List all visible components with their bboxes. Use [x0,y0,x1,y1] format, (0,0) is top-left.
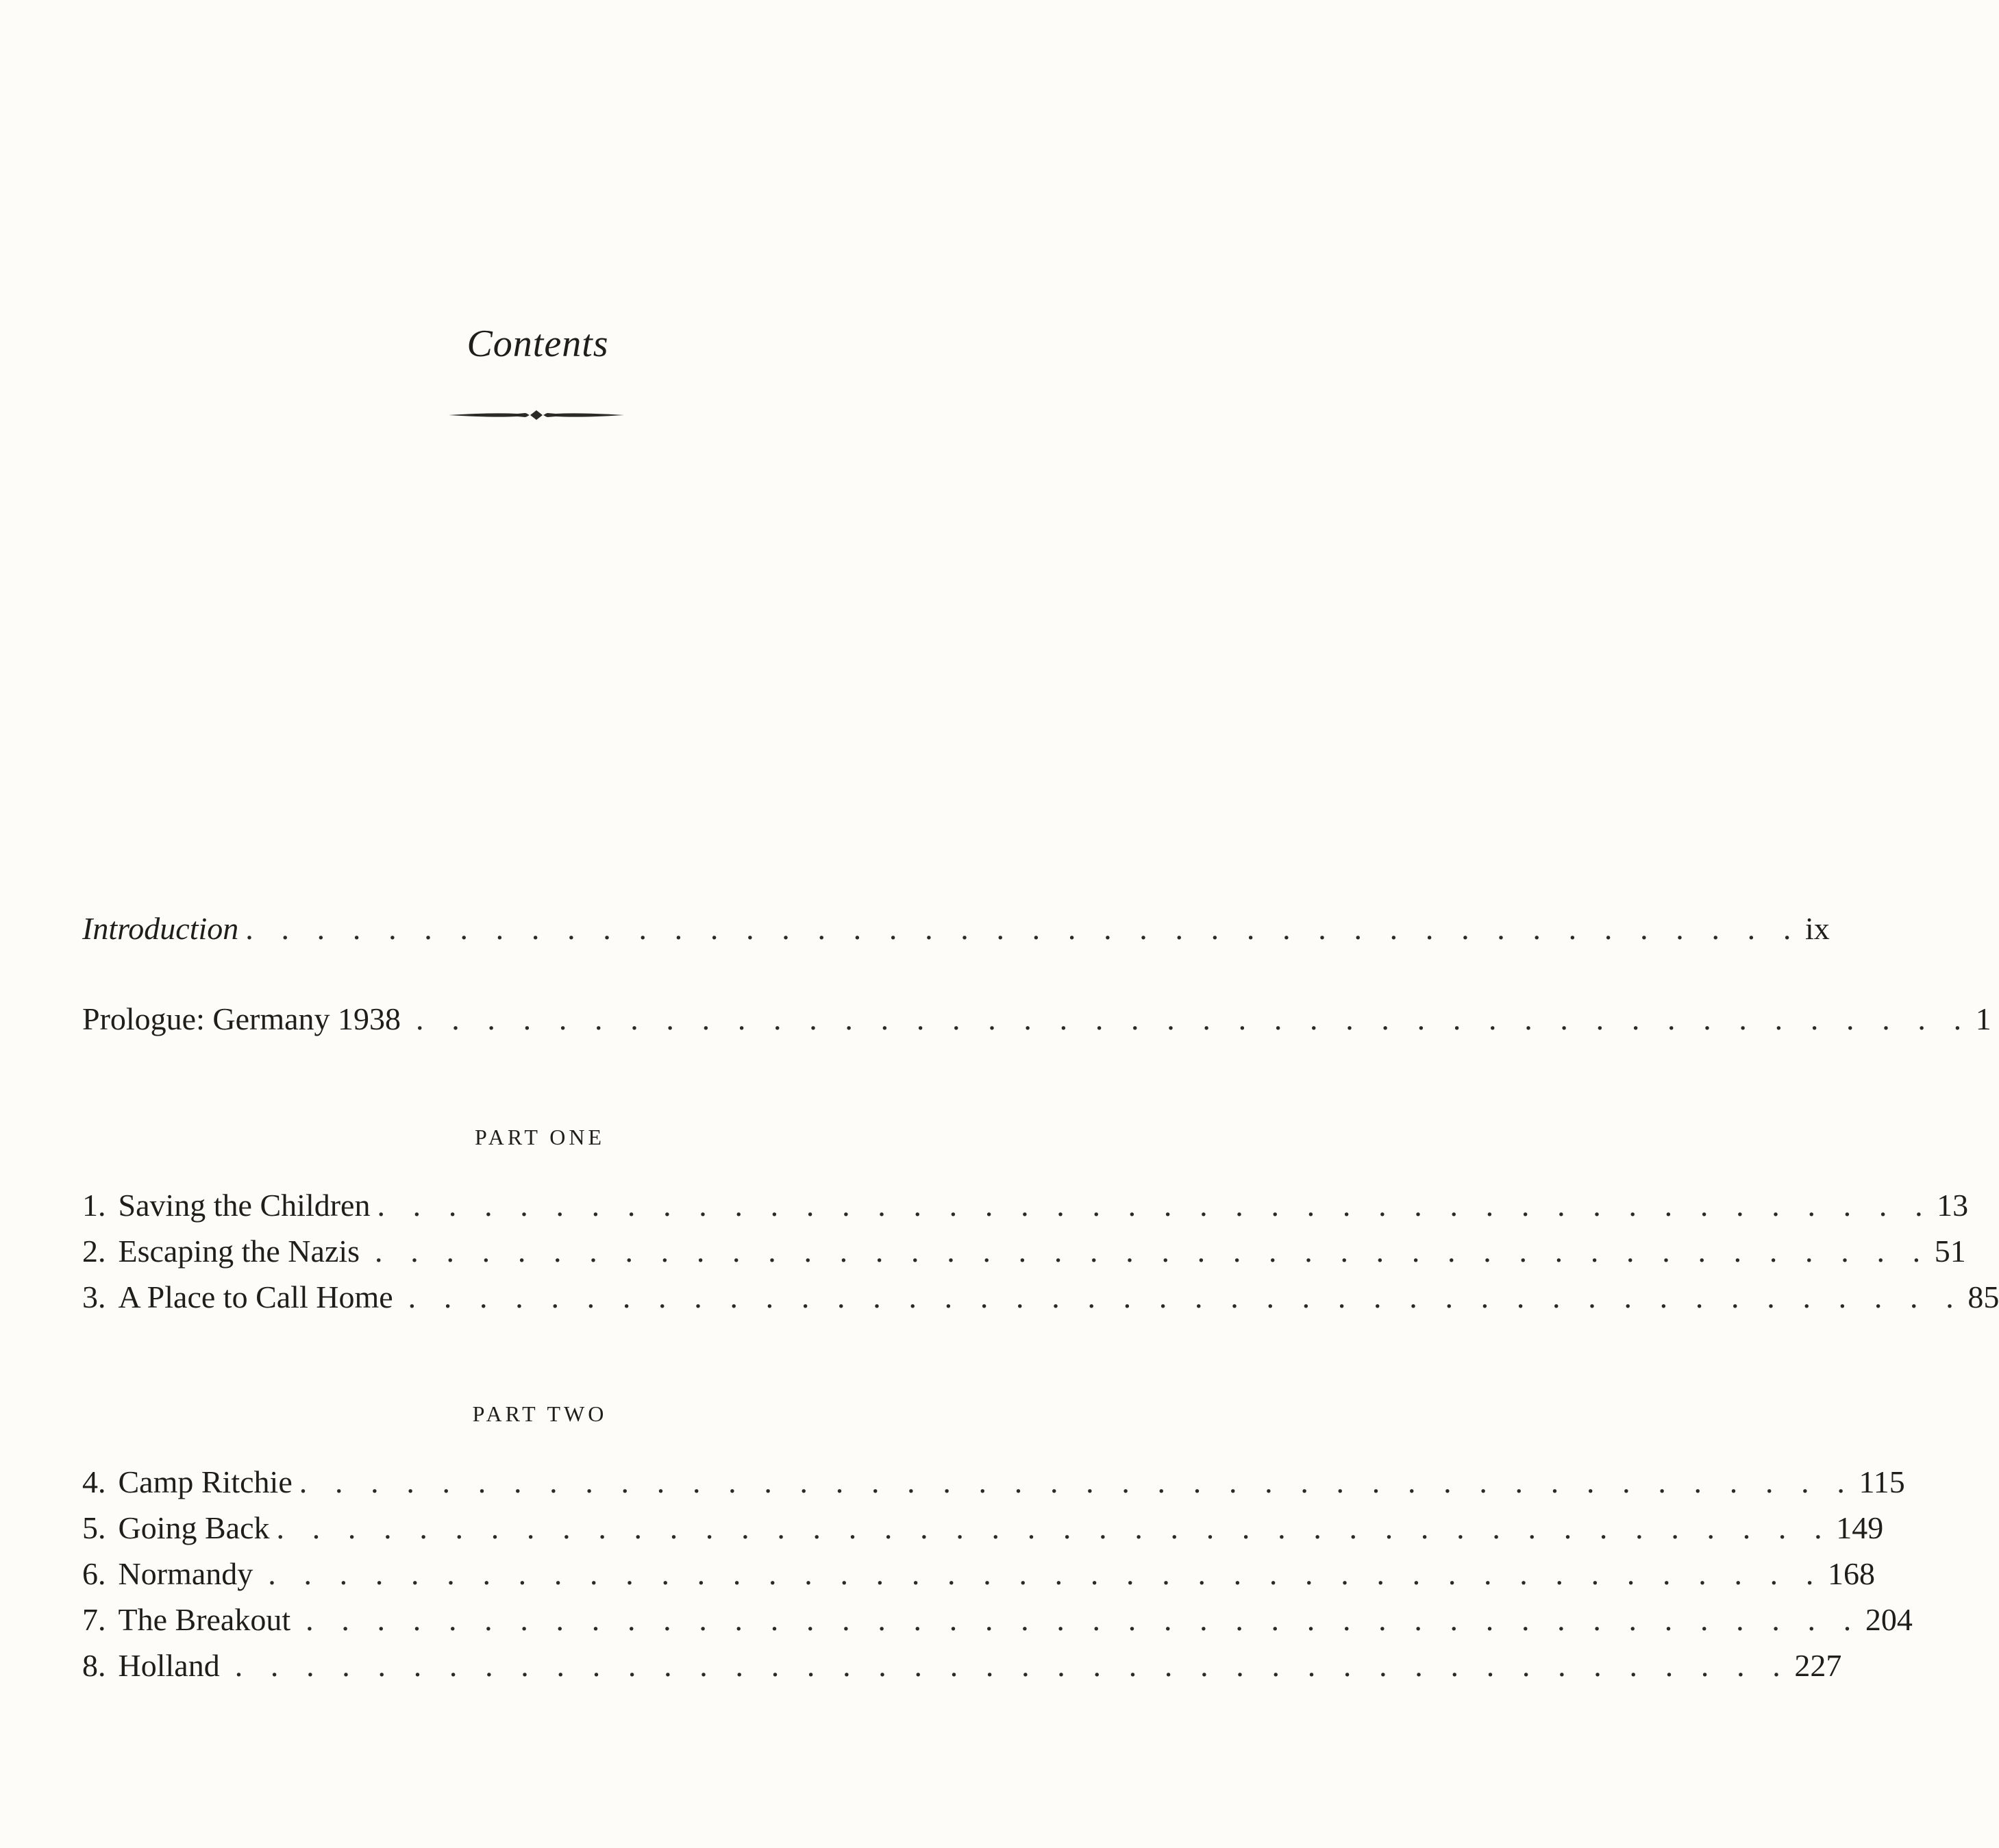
toc-entry-page: 204 [1865,1602,1913,1637]
ornament-divider-icon [449,408,624,422]
toc-entry-page: 85 [1967,1279,1999,1314]
toc-entry-label: The Breakout [118,1602,291,1637]
toc-entry-chapter [82,1231,1966,1272]
toc-entry-page: 13 [1937,1188,1969,1223]
chapter-number: 3. [82,1279,106,1314]
toc-entry-page: 168 [1827,1556,1875,1591]
toc-entry-chapter [82,1508,1884,1549]
dot-leader: . . . . . . . . . . . . . . . . . . . . . . . . . . . . . . . . . . . . . . . . . . . . [268,1556,1824,1591]
dot-leader: . . . . . . . . . . . . . . . . . . . . . . . . . . . . . . . . . . . . . . . . . . . . [299,1464,1855,1499]
toc-entry-label: Escaping the Nazis [118,1234,360,1269]
toc-entry-chapter [82,1553,1875,1595]
dot-leader: . . . . . . . . . . . . . . . . . . . . . . . . . . . . . . . . . . . . . . . . . . . . [416,1001,1972,1036]
toc-entry-page: ix [1804,911,1830,946]
toc-entry-chapter [82,1599,1913,1640]
chapter-number: 8. [82,1648,106,1683]
toc-entry-label: Normandy [118,1556,253,1591]
page-title: Contents [467,323,609,365]
toc-entry-page: 227 [1794,1648,1842,1683]
dot-leader: . . . . . . . . . . . . . . . . . . . . . . . . . . . . . . . . . . . . . . . . . . . . [234,1648,1791,1683]
dot-leader: . . . . . . . . . . . . . . . . . . . . . . . . . . . . . . . . . . . . . . . . . . . . [377,1188,1933,1223]
chapter-number: 6. [82,1556,106,1591]
toc-entry-page: 115 [1859,1464,1905,1499]
dot-leader: . . . . . . . . . . . . . . . . . . . . . . . . . . . . . . . . . . . . . . . . . . . . [408,1279,1964,1314]
chapter-number: 2. [82,1234,106,1269]
toc-entry-label: Holland [118,1648,220,1683]
toc-entry-page: 149 [1836,1510,1884,1545]
toc-entry-prologue [82,999,1991,1040]
toc-entry-page: 51 [1934,1234,1966,1269]
toc-entry-label: A Place to Call Home [118,1279,393,1314]
dot-leader: . . . . . . . . . . . . . . . . . . . . . . . . . . . . . . . . . . . . . . . . . . . . [306,1602,1861,1637]
toc-entry-chapter [82,1645,1842,1686]
toc-entry-label: Going Back [118,1510,270,1545]
part-heading: PART ONE [474,1125,606,1149]
toc-entry-label: Saving the Children [118,1188,371,1223]
chapter-number: 4. [82,1464,106,1499]
toc-entry-chapter [82,1277,1999,1318]
toc-entry-page: 1 [1975,1001,1991,1036]
toc-entry-label: Introduction [82,911,239,946]
toc-entry-label: Prologue: Germany 1938 [82,1001,401,1036]
dot-leader: . . . . . . . . . . . . . . . . . . . . . . . . . . . . . . . . . . . . . . . . . . . . [276,1510,1833,1545]
chapter-number: 5. [82,1510,106,1545]
dot-leader: . . . . . . . . . . . . . . . . . . . . . . . . . . . . . . . . . . . . . . . . . . . . [375,1234,1930,1269]
chapter-number: 7. [82,1602,106,1637]
dot-leader: . . . . . . . . . . . . . . . . . . . . . . . . . . . . . . . . . . . . . . . . . . . . [245,911,1801,946]
toc-entry-introduction [82,908,1830,949]
part-heading: PART TWO [472,1401,608,1426]
toc-entry-label: Camp Ritchie [118,1464,293,1499]
chapter-number: 1. [82,1188,106,1223]
toc-entry-chapter [82,1462,1905,1503]
toc-entry-chapter [82,1185,1969,1226]
